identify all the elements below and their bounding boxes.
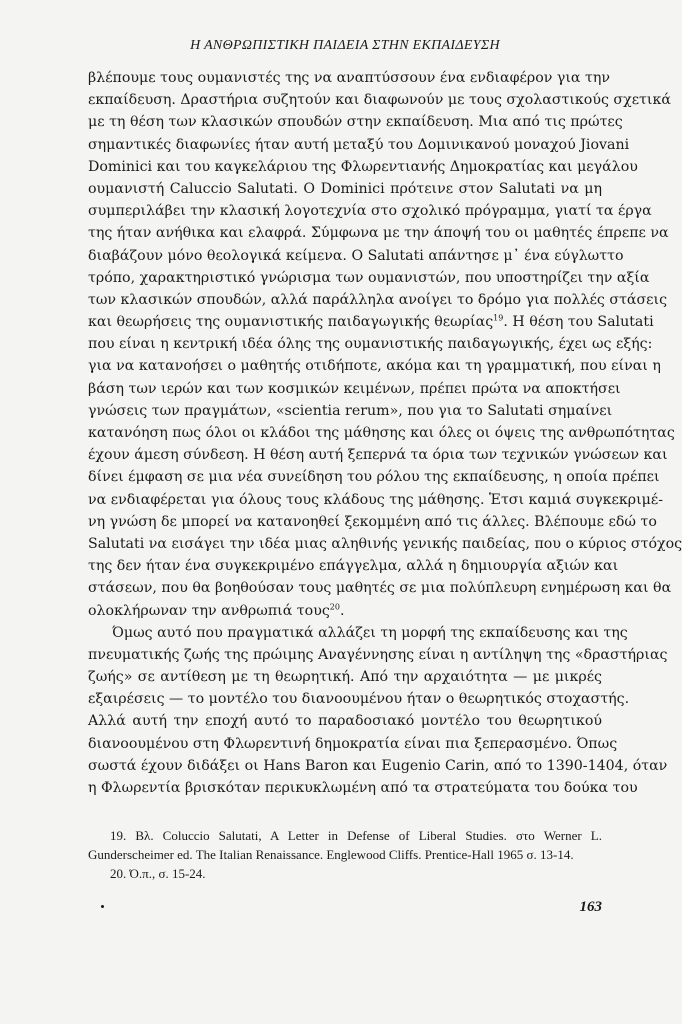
text-line: ζωής» σε αντίθεση με τη θεωρητική. Από την αρχαιότητα — με μικρές: [88, 669, 602, 686]
running-head: Η ΑΝΘΡΩΠΙΣΤΙΚΗ ΠΑΙΔΕΙΑ ΣΤΗΝ ΕΚΠΑΙΔΕΥΣΗ: [190, 38, 500, 53]
footnote-20: 20. Ό.π., σ. 15-24.: [110, 866, 206, 881]
text-line: Αλλά αυτή την εποχή αυτό το παραδοσιακό μοντέλο του θεωρητικού: [88, 713, 602, 730]
print-speck: [101, 905, 104, 908]
text-line-with-footnote-ref: [88, 600, 602, 622]
text-line: έχουν άμεση σύνδεση. Η θέση αυτή ξεπερνά τα όρια των τεχνικών γνώσεων και: [88, 447, 668, 464]
footnote-19-line: 19. Βλ. Coluccio Salutati, A Letter in Defense of Liberal Studies. στο Werner L.: [110, 828, 602, 843]
text-line: συμπεριλάβει την κλασική λογοτεχνία στο σχολικό πρόγραμμα, γιατί τα έργα: [88, 203, 652, 220]
text-line: στάσεων, που θα βοηθούσαν τους μαθητές σε μια πολύπλευρη ενημέρωση και θα: [88, 580, 672, 597]
text-segment: . Η θέση του Salutati: [503, 314, 654, 331]
footnote-19-line: Gunderscheimer ed. The Italian Renaissance. Englewood Cliffs. Prentice-Hall 1965 σ. 13-14.: [88, 847, 574, 862]
text-line: σημαντικές διαφωνίες ήταν αυτή μεταξύ του Δομινικανού μοναχού Jiovani: [88, 136, 630, 153]
text-line: Salutati να εισάγει την ιδέα μιας αληθινής γενικής παιδείας, που ο κύριος στόχος: [88, 535, 682, 552]
text-segment: και θεωρήσεις της ουμανιστικής παιδαγωγικής θεωρίας: [88, 314, 494, 331]
footnote-ref-19: 19: [493, 313, 504, 323]
text-line: νη γνώση δε μπορεί να κατανοηθεί ξεκομμένη από τις άλλες. Βλέπουμε εδώ το: [88, 513, 657, 530]
text-line: διανοουμένου στη Φλωρεντινή δημοκρατία είναι πια ξεπερασμένο. Όπως: [88, 735, 618, 752]
text-line: σωστά έχουν διδάξει οι Hans Baron και Eugenio Carin, από το 1390-1404, όταν: [88, 757, 668, 774]
text-line: με τη θέση των κλασικών σπουδών στην εκπαίδευση. Μια από τις πρώτες: [88, 114, 623, 131]
footnotes: [88, 826, 602, 883]
text-line: της δεν ήταν ένα συγκεκριμένο επάγγελμα, αλλά η δημιουργία αξιών και: [88, 558, 619, 575]
text-line: δίνει έμφαση σε μια νέα συνείδηση του ρόλου της εκπαίδευσης, η οποία πρέπει: [88, 469, 660, 486]
text-line: εξαιρέσεις — το μοντέλο του διανοουμένου ήταν ο θεωρητικός στοχαστής.: [88, 691, 630, 708]
footnote-ref-20: 20: [329, 601, 340, 611]
body-text: [88, 67, 682, 799]
text-line: ουμανιστή Caluccio Salutati. Ο Dominici πρότεινε στον Salutati να μη: [88, 180, 602, 197]
text-line: εκπαίδευση. Δραστήρια συζητούν και διαφωνούν με τους σχολαστικούς σχετικά: [88, 92, 671, 109]
text-line: γνώσεις των πραγμάτων, «scientia rerum», που για το Salutati σημαίνει: [88, 402, 613, 419]
text-line: να ενδιαφέρεται για όλους τους κλάδους της μάθησης. Ἑτσι καμιά συγκεκριμέ-: [88, 491, 664, 508]
page-number: 163: [579, 899, 602, 915]
text-line: Όμως αυτό που πραγματικά αλλάζει τη μορφή της εκπαίδευσης και της: [112, 624, 628, 641]
text-line: βλέπουμε τους ουμανιστές της να αναπτύσσουν ένα ενδιαφέρον για την: [88, 70, 610, 86]
text-line: για να κατανοήσει ο μαθητής οτιδήποτε, ακόμα και τη γραμματική, που είναι η: [88, 358, 661, 375]
text-line: η Φλωρεντία βρισκόταν περικυκλωμένη από τα στρατεύματα του δούκα του: [88, 780, 638, 796]
text-line: των κλασικών σπουδών, αλλά παράλληλα ανοίγει το δρόμο για πολλές στάσεις: [88, 291, 668, 308]
text-line: της ήταν ανήθικα και ελαφρά. Σύμφωνα με την άποψή του οι μαθητές έπρεπε να: [88, 225, 669, 242]
text-segment: ολοκλήρωναν την ανθρωπιά τους: [88, 602, 330, 619]
text-line: Dominici και του καγκελάριου της Φλωρεντιανής Δημοκρατίας και μεγάλου: [88, 158, 638, 175]
text-line: πνευματικής ζωής της πρώιμης Αναγέννησης είναι η αντίληψη της «δραστήριας: [88, 646, 668, 663]
text-line: τρόπο, χαρακτηριστικό γνώρισμα των ουμανιστών, που υποστηρίζει την αξία: [88, 269, 650, 286]
text-segment: .: [339, 602, 345, 619]
text-line: διαβάζουν μόνο θεολογικά κείμενα. Ο Salutati απάντησε μ᾽ ένα εύγλωττο: [88, 247, 624, 264]
text-line: που είναι η κεντρική ιδέα όλης της ουμανιστικής παιδαγωγικής, έχει ως εξής:: [88, 336, 653, 353]
text-line: κατανόηση πως όλοι οι κλάδοι της μάθησης και όλες οι όψεις της ανθρωπότητας: [88, 425, 675, 441]
text-line-with-footnote-ref: [88, 311, 654, 333]
text-line: βάση των ιερών και των κοσμικών κειμένων, πρέπει πρώτα να αποκτήσει: [88, 380, 621, 397]
